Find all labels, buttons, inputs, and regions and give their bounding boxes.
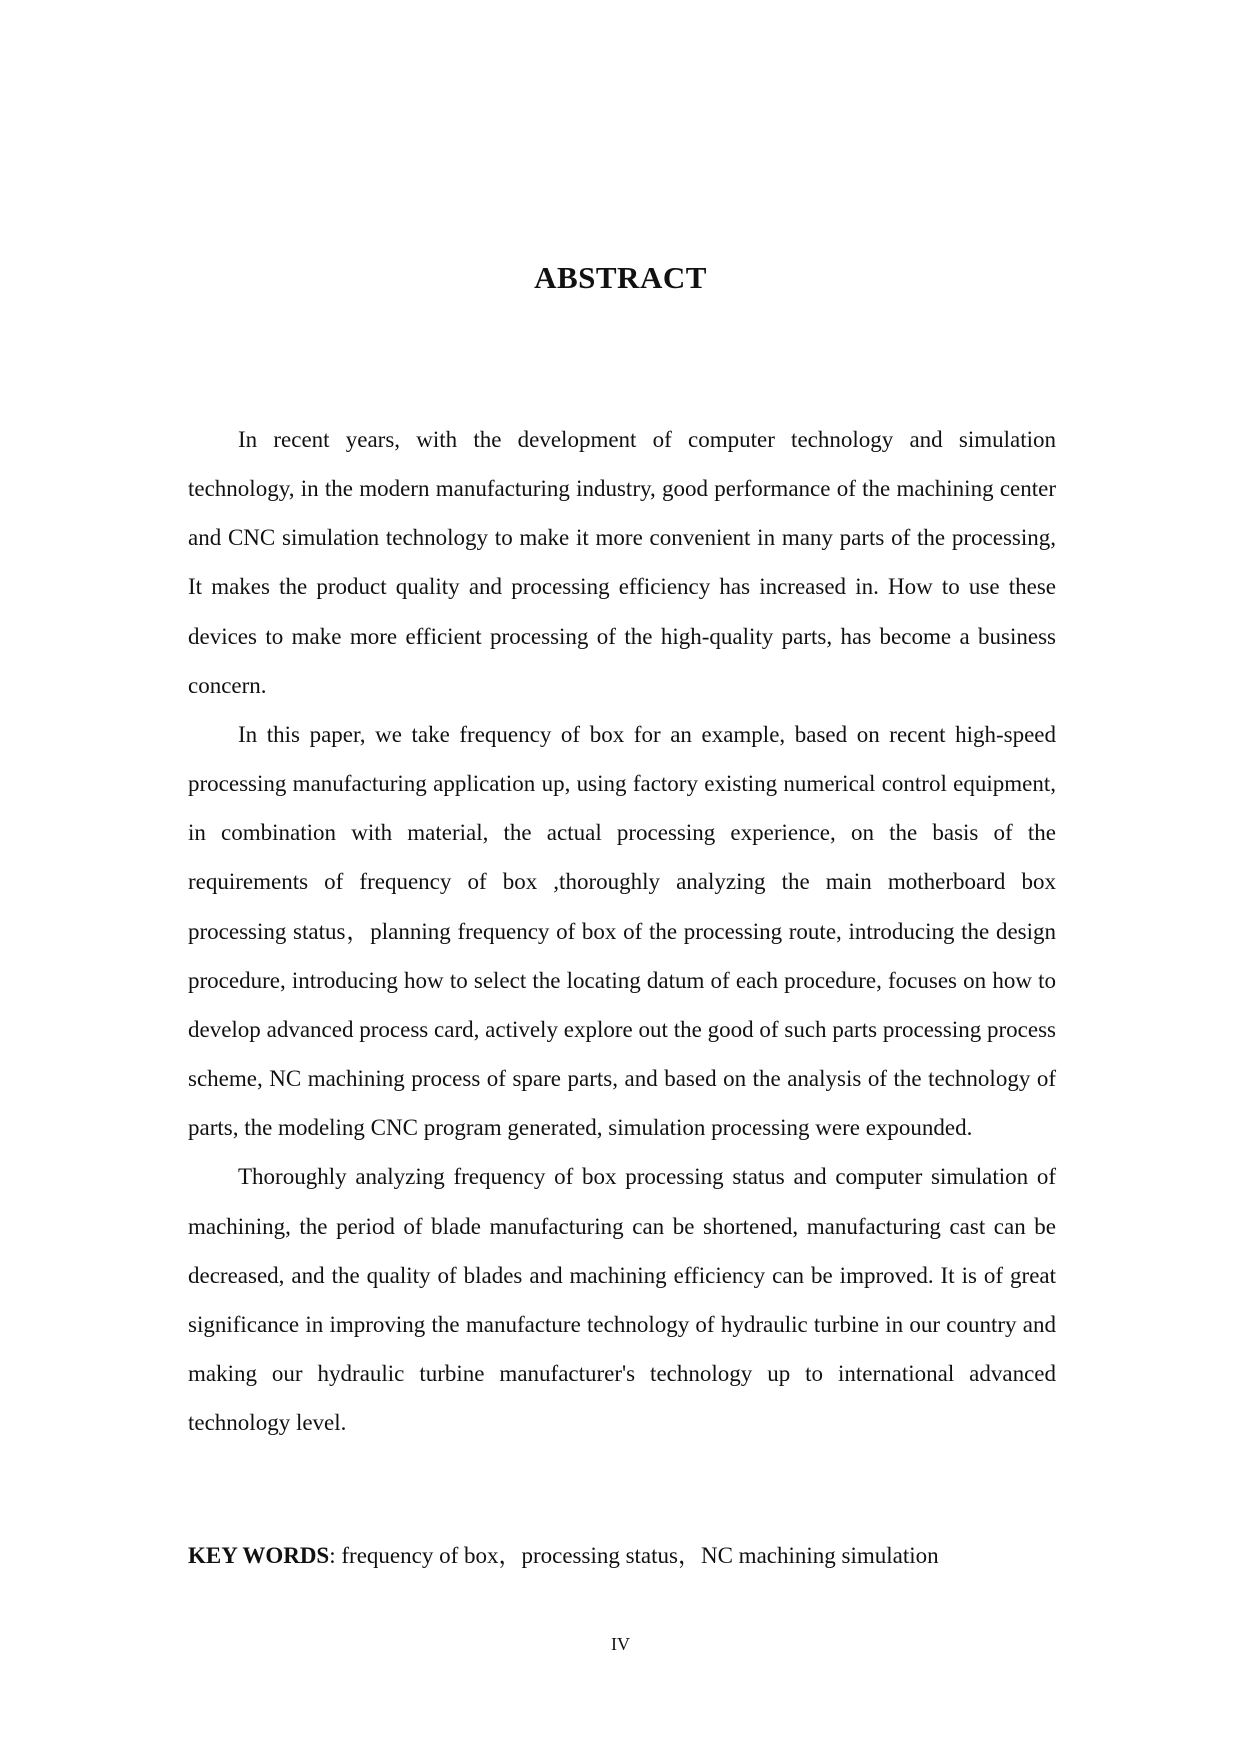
abstract-paragraph-3: Thoroughly analyzing frequency of box processing status and computer simulation of machining, the period of blade manufacturing can be shortened, manufacturing cast can be decreased, and the quality of blades and machining efficiency can be improved. It is of great significance in improving the manufacture technology of hydraulic turbine in our country and making our hydraulic turbine manufacturer's technology up to international advanced technology level. [188,1164,1056,1436]
abstract-body [188,415,1056,1447]
abstract-paragraph-2: In this paper, we take frequency of box for an example, based on recent high-speed processing manufacturing application up, using factory existing numerical control equipment, in combination with material, the actual processing experience, on the basis of the requirements of frequency of box ,thoroughly analyzing the main motherboard box processing status，planning frequency of box of the processing route, introducing the design procedure, introducing how to select the locating datum of each procedure, focuses on how to develop advanced process card, actively explore out the good of such parts processing process scheme, NC machining process of spare parts, and based on the analysis of the technology of parts, the modeling CNC program generated, simulation processing were expounded. [188,721,1056,1141]
abstract-title: ABSTRACT [534,260,707,295]
abstract-paragraph-1: In recent years, with the development of computer technology and simulation technology, in the modern manufacturing industry, good performance of the machining center and CNC simulation technology to make it more convenient in many parts of the processing, It makes the product quality and processing efficiency has increased in. How to use these devices to make more efficient processing of the high-quality parts, has become a business concern. [188,427,1056,698]
keywords-label: KEY WORDS [188,1543,330,1568]
keywords-line [188,1540,1056,1572]
page-number: IV [611,1634,630,1654]
keywords-separator: : [329,1543,342,1568]
keywords-text: frequency of box，processing status，NC machining simulation [341,1543,939,1568]
